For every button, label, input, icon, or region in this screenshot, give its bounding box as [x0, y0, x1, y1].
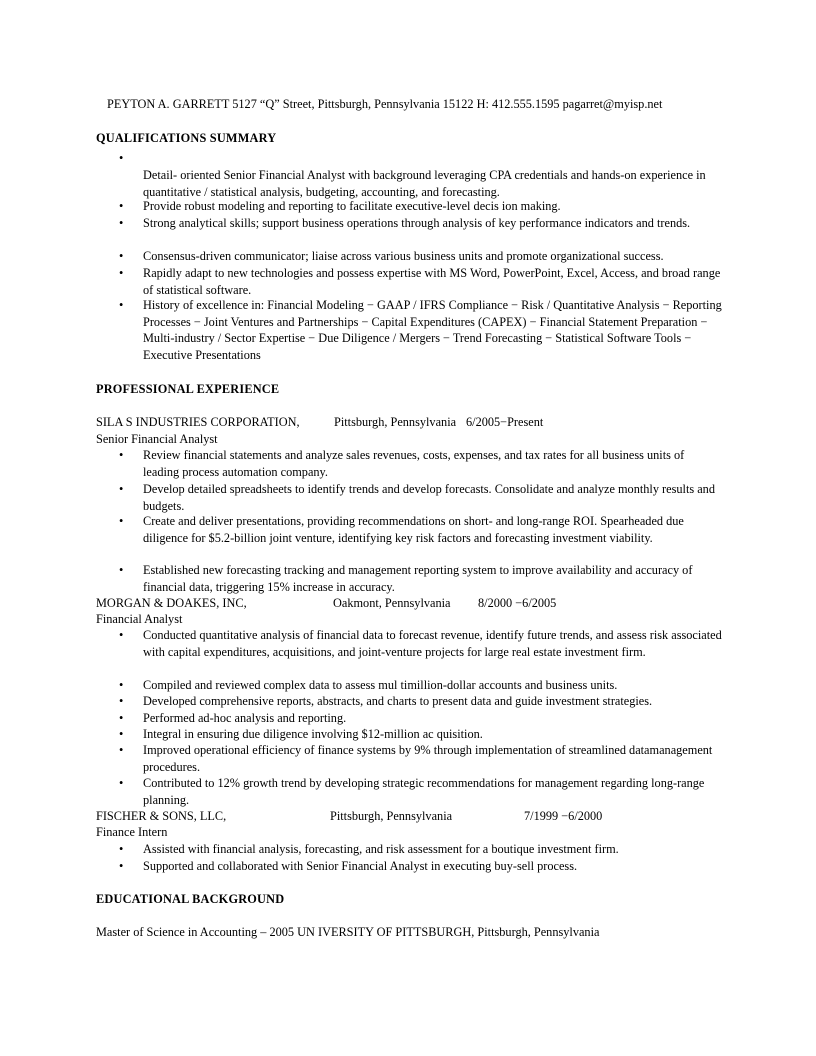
education-heading: EDUCATIONAL BACKGROUND — [96, 892, 285, 906]
bullet-icon: • — [119, 776, 124, 790]
bullet-icon: • — [119, 298, 124, 312]
qualifications-heading: QUALIFICATIONS SUMMARY — [96, 131, 277, 145]
job-location: Oakmont, Pennsylvania — [333, 596, 451, 610]
list-item: Performed ad-hoc analysis and reporting. — [143, 711, 347, 725]
contact-line: PEYTON A. GARRETT 5127 “Q” Street, Pittsburgh, Pennsylvania 15122 H: 412.555.1595 pagarret@myisp.net — [107, 97, 663, 111]
job-dates: 8/2000 −6/2005 — [478, 596, 557, 610]
bullet-icon: • — [119, 711, 124, 725]
list-item: Developed comprehensive reports, abstracts, and charts to present data and guide investment strategies. — [143, 694, 653, 708]
job-title: Finance Intern — [96, 825, 168, 839]
employer-line — [96, 414, 543, 431]
bullet-icon: • — [119, 249, 124, 263]
list-item: Compiled and reviewed complex data to assess mul timillion-dollar accounts and business units. — [143, 678, 618, 692]
bullet-icon: • — [119, 694, 124, 708]
bullet-icon: • — [119, 628, 124, 642]
list-item: Create and deliver presentations, providing recommendations on short- and long-range ROI. Spearheaded due diligence for $5.2-billion joint venture, identifying key risk factors and forecasting investment viability. — [143, 514, 684, 545]
bullet-icon: • — [119, 266, 124, 280]
bullet-icon: • — [119, 514, 124, 528]
list-item: Develop detailed spreadsheets to identify trends and develop forecasts. Consolidate and analyze monthly results and budgets. — [143, 482, 715, 513]
list-item: Consensus-driven communicator; liaise across various business units and promote organizational success. — [143, 249, 664, 263]
list-item: History of excellence in: Financial Modeling − GAAP / IFRS Compliance − Risk / Quantitative Analysis − Reporting Processes − Joint Ventures and Partnerships − Capital Expenditures (CAPEX) − Financial Statement Preparation − Multi-industry / Sector Expertise − Due Diligence / Mergers − Trend Forecasting − Statistical Software Tools − Executive Presentations — [143, 298, 722, 362]
bullet-icon: • — [119, 448, 124, 462]
list-item: Supported and collaborated with Senior Financial Analyst in executing buy-sell process. — [143, 859, 578, 873]
list-item: Contributed to 12% growth trend by developing strategic recommendations for management regarding long-range planning. — [143, 776, 705, 807]
bullet-icon: • — [119, 216, 124, 230]
list-item: Assisted with financial analysis, forecasting, and risk assessment for a boutique investment firm. — [143, 842, 619, 856]
list-item: Integral in ensuring due diligence involving $12-million ac quisition. — [143, 727, 483, 741]
job-dates: 7/1999 −6/2000 — [524, 809, 603, 823]
company-name: MORGAN & DOAKES, INC, — [96, 596, 247, 610]
experience-heading: PROFESSIONAL EXPERIENCE — [96, 382, 280, 396]
employer-line — [96, 808, 602, 825]
employer-line — [96, 595, 556, 612]
list-item: Strong analytical skills; support business operations through analysis of key performance indicators and trends. — [143, 216, 691, 230]
bullet-icon: • — [119, 482, 124, 496]
job-location: Pittsburgh, Pennsylvania — [334, 415, 457, 429]
list-item: Improved operational efficiency of finance systems by 9% through implementation of streamlined datamanagement procedures. — [143, 743, 713, 774]
bullet-icon: • — [119, 842, 124, 856]
list-item: Provide robust modeling and reporting to facilitate executive-level decis ion making. — [143, 199, 561, 213]
list-item: Review financial statements and analyze sales revenues, costs, expenses, and tax rates for all business units of leading process automation company. — [143, 448, 685, 479]
bullet-icon: • — [119, 678, 124, 692]
job-title: Financial Analyst — [96, 612, 183, 626]
bullet-icon: • — [119, 743, 124, 757]
company-name: SILA S INDUSTRIES CORPORATION, — [96, 415, 300, 429]
job-title: Senior Financial Analyst — [96, 432, 218, 446]
list-item: Detail- oriented Senior Financial Analyst with background leveraging CPA credentials and hands-on experience in quantitative / statistical analysis, budgeting, accounting, and forecasting. — [143, 168, 706, 199]
list-item: Rapidly adapt to new technologies and possess expertise with MS Word, PowerPoint, Excel, Access, and broad range of statistical software. — [143, 266, 721, 297]
list-item: Established new forecasting tracking and management reporting system to improve availability and accuracy of financial data, triggering 15% increase in accuracy. — [143, 563, 693, 594]
job-dates: 6/2005−Present — [466, 415, 544, 429]
education-line: Master of Science in Accounting – 2005 UN IVERSITY OF PITTSBURGH, Pittsburgh, Pennsylvania — [96, 925, 600, 939]
bullet-icon: • — [119, 199, 124, 213]
bullet-icon: • — [119, 151, 124, 165]
bullet-icon: • — [119, 859, 124, 873]
job-location: Pittsburgh, Pennsylvania — [330, 809, 453, 823]
bullet-icon: • — [119, 727, 124, 741]
company-name: FISCHER & SONS, LLC, — [96, 809, 227, 823]
bullet-icon: • — [119, 563, 124, 577]
list-item: Conducted quantitative analysis of financial data to forecast revenue, identify future trends, and assess risk associated with capital expenditures, acquisitions, and joint-venture projects for large real estate investment firm. — [143, 628, 722, 659]
